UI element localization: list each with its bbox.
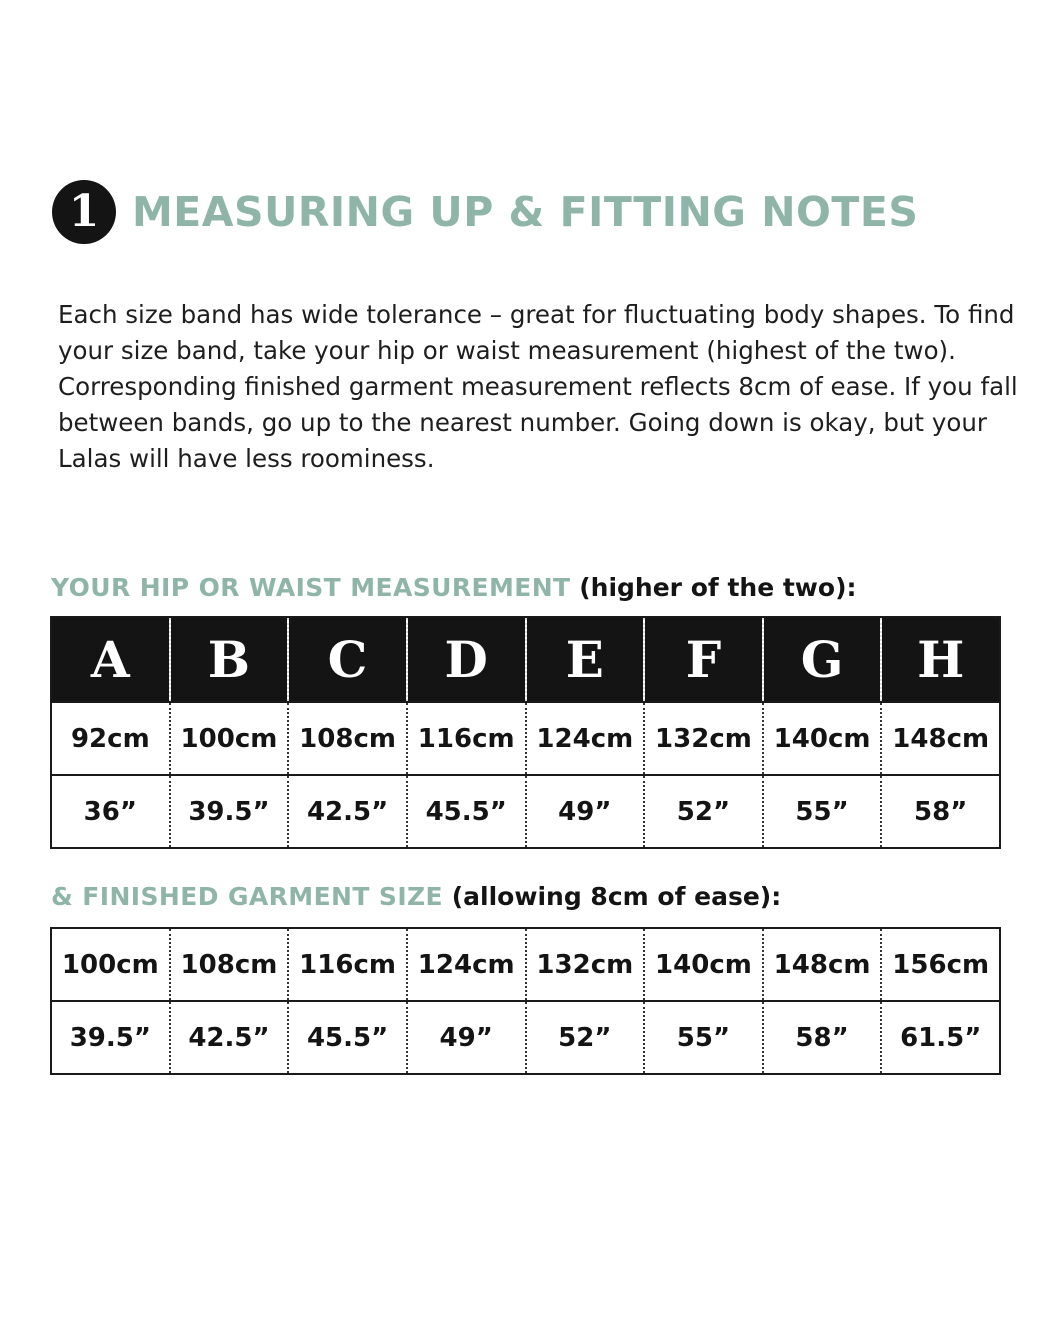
body-cm-cell: 100cm bbox=[170, 702, 289, 775]
body-cm-cell: 148cm bbox=[881, 702, 1000, 775]
garment-inch-cell: 61.5” bbox=[881, 1001, 1000, 1074]
garment-cm-row bbox=[51, 928, 1000, 1001]
body-cm-cell: 140cm bbox=[763, 702, 882, 775]
body-cm-row bbox=[51, 702, 1000, 775]
garment-inch-cell: 58” bbox=[763, 1001, 882, 1074]
size-band-cell: F bbox=[644, 617, 763, 702]
intro-paragraph: Each size band has wide tolerance – great for fluctuating body shapes. To find your size band, take your hip or waist measurement (highest of the two). Corresponding finished garment measurement reflects 8cm of ease. If you fall between bands, go up to the nearest number. Going down is okay, but your Lalas will have less roominess. bbox=[58, 300, 1018, 473]
body-inch-cell: 45.5” bbox=[407, 775, 526, 848]
garment-inch-cell: 42.5” bbox=[170, 1001, 289, 1074]
garment-cm-cell: 132cm bbox=[526, 928, 645, 1001]
garment-inch-cell: 39.5” bbox=[51, 1001, 170, 1074]
body-cm-cell: 92cm bbox=[51, 702, 170, 775]
body-cm-cell: 132cm bbox=[644, 702, 763, 775]
garment-cm-cell: 140cm bbox=[644, 928, 763, 1001]
step-number-badge: 1 bbox=[52, 180, 116, 244]
garment-cm-cell: 108cm bbox=[170, 928, 289, 1001]
body-inch-cell: 52” bbox=[644, 775, 763, 848]
body-cm-cell: 108cm bbox=[288, 702, 407, 775]
body-measurement-table bbox=[50, 616, 1001, 849]
size-band-row bbox=[51, 617, 1000, 702]
size-band-cell: G bbox=[763, 617, 882, 702]
body-cm-cell: 116cm bbox=[407, 702, 526, 775]
garment-cm-cell: 116cm bbox=[288, 928, 407, 1001]
garment-inch-row bbox=[51, 1001, 1000, 1074]
garment-inch-cell: 55” bbox=[644, 1001, 763, 1074]
garment-cm-cell: 156cm bbox=[881, 928, 1000, 1001]
garment-inch-cell: 52” bbox=[526, 1001, 645, 1074]
section-header bbox=[52, 180, 918, 244]
body-inch-cell: 39.5” bbox=[170, 775, 289, 848]
garment-size-label-note: (allowing 8cm of ease): bbox=[443, 882, 782, 911]
garment-size-table bbox=[50, 927, 1001, 1075]
body-inch-cell: 55” bbox=[763, 775, 882, 848]
section-title: MEASURING UP & FITTING NOTES bbox=[132, 188, 919, 236]
body-inch-cell: 58” bbox=[881, 775, 1000, 848]
body-inch-row bbox=[51, 775, 1000, 848]
garment-size-label-accent: & FINISHED GARMENT SIZE bbox=[51, 882, 444, 911]
body-inch-cell: 49” bbox=[526, 775, 645, 848]
size-band-cell: E bbox=[526, 617, 645, 702]
body-inch-cell: 42.5” bbox=[288, 775, 407, 848]
garment-inch-cell: 49” bbox=[407, 1001, 526, 1074]
size-band-cell: C bbox=[288, 617, 407, 702]
garment-inch-cell: 45.5” bbox=[288, 1001, 407, 1074]
body-measurement-label-note: (higher of the two): bbox=[570, 573, 857, 602]
garment-cm-cell: 148cm bbox=[763, 928, 882, 1001]
garment-cm-cell: 124cm bbox=[407, 928, 526, 1001]
size-band-cell: D bbox=[407, 617, 526, 702]
body-measurement-label-accent: YOUR HIP OR WAIST MEASUREMENT bbox=[51, 573, 571, 602]
garment-cm-cell: 100cm bbox=[61, 949, 159, 980]
body-inch-cell: 36” bbox=[51, 775, 170, 848]
garment-size-label bbox=[51, 881, 781, 913]
size-band-cell: H bbox=[881, 617, 1000, 702]
size-band-cell: B bbox=[170, 617, 289, 702]
size-band-cell: A bbox=[51, 617, 170, 702]
body-cm-cell: 124cm bbox=[526, 702, 645, 775]
body-measurement-label bbox=[51, 572, 857, 604]
